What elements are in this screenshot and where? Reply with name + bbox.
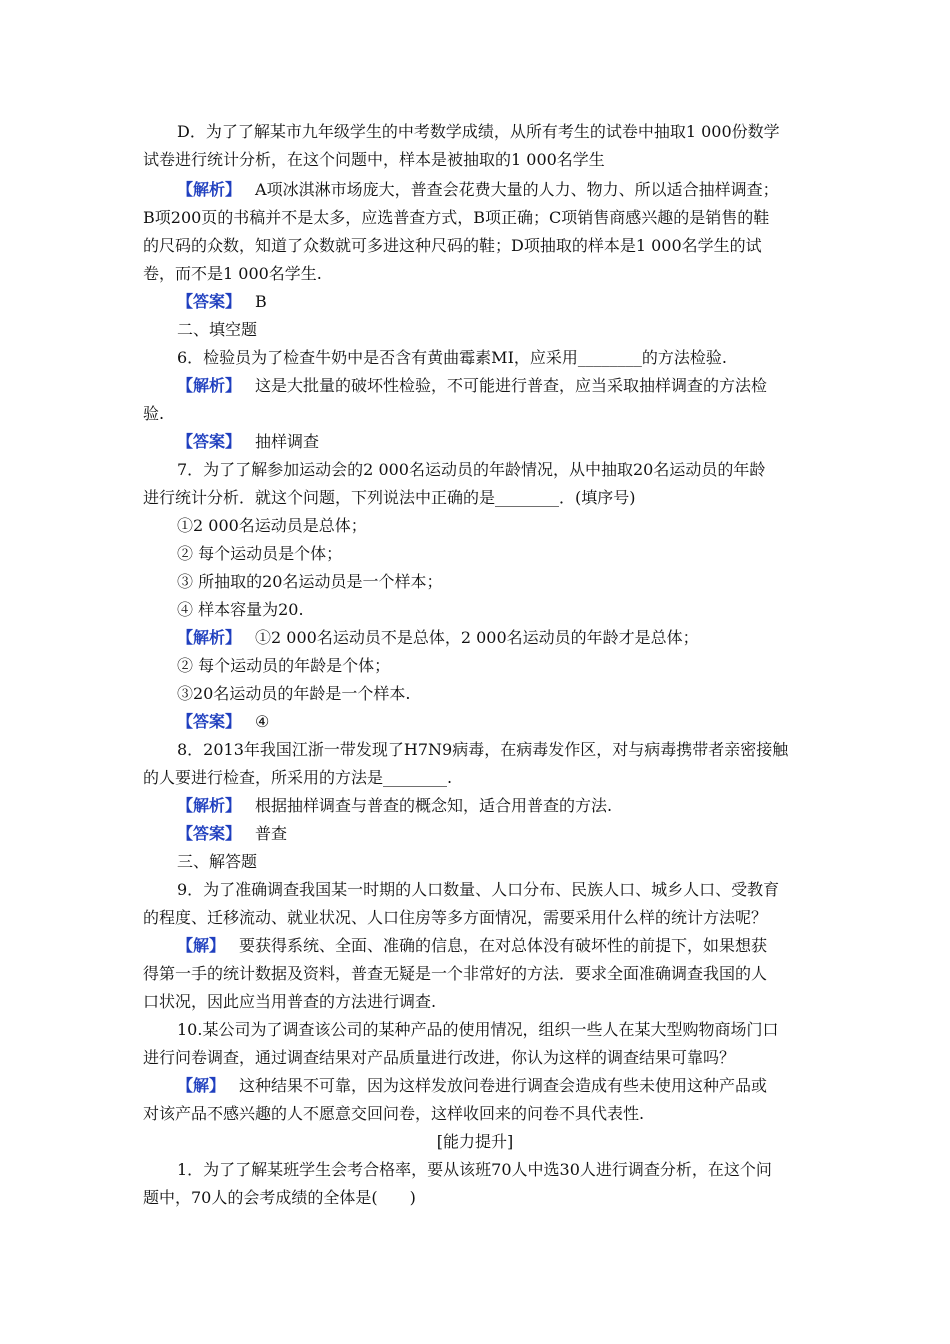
section-fill-in: 二、填空题 — [177, 320, 258, 339]
question-9-line2: 的程度、迁移流动、就业状况、人口住房等多方面情况，需要采用什么样的统计方法呢？ — [143, 908, 768, 927]
solution-text: 要获得系统、全面、准确的信息，在对总体没有破坏性的前提下，如果想获 — [239, 936, 768, 955]
analysis-text: 这是大批量的破坏性检验，不可能进行普查，应当采取抽样调查的方法检 — [255, 376, 768, 395]
answer-text: 抽样调查 — [255, 432, 320, 451]
analysis-5-line2: B项200页的书稿并不是太多，应选普查方式，B项正确；C项销售商感兴趣的是销售的鞋 — [143, 208, 770, 227]
answer-text: 普查 — [255, 824, 288, 843]
analysis-7-line3: ③20名运动员的年龄是一个样本. — [177, 684, 411, 703]
solution-9 — [177, 936, 767, 956]
answer-tag: 【答案】 — [177, 712, 242, 731]
analysis-8 — [177, 796, 612, 816]
answer-tag: 【答案】 — [177, 432, 242, 451]
solution-10-line2: 对该产品不感兴趣的人不愿意交回问卷，这样收回来的问卷不具代表性. — [143, 1104, 645, 1123]
analysis-text: ①2 000名运动员不是总体，2 000名运动员的年龄才是总体； — [255, 628, 699, 647]
analysis-6-line2: 验. — [143, 404, 165, 423]
analysis-7 — [177, 628, 699, 648]
analysis-5-line3: 的尺码的众数，知道了众数就可多进这种尺码的鞋；D项抽取的样本是1 000名学生的试 — [143, 236, 762, 255]
answer-text: ④ — [255, 712, 270, 731]
analysis-5-line4: 卷，而不是1 000名学生. — [143, 264, 322, 283]
section-solve: 三、解答题 — [177, 852, 258, 871]
analysis-tag: 【解析】 — [177, 628, 242, 647]
statement-2: ② 每个运动员是个体； — [177, 544, 343, 563]
statement-4: ④ 样本容量为20. — [177, 600, 304, 619]
answer-6 — [177, 432, 319, 452]
solution-text: 这种结果不可靠，因为这样发放问卷进行调查会造成有些未使用这种产品或 — [239, 1076, 768, 1095]
analysis-text: A项冰淇淋市场庞大，普查会花费大量的人力、物力、所以适合抽样调查； — [255, 180, 779, 199]
solution-tag: 【解】 — [177, 936, 226, 955]
analysis-tag: 【解析】 — [177, 796, 242, 815]
question-8: 8．2013年我国江浙一带发现了H7N9病毒，在病毒发作区，对与病毒携带者亲密接触 — [177, 740, 789, 759]
statement-1: ①2 000名运动员是总体； — [177, 516, 367, 535]
option-d-line1: D．为了了解某市九年级学生的中考数学成绩，从所有考生的试卷中抽取1 000份数学 — [177, 122, 780, 141]
analysis-text: 根据抽样调查与普查的概念知，适合用普查的方法. — [255, 796, 613, 815]
solution-tag: 【解】 — [177, 1076, 226, 1095]
answer-5 — [177, 292, 267, 312]
ability-question-1-line2: 题中，70人的会考成绩的全体是( ) — [143, 1188, 416, 1207]
question-9: 9．为了准确调查我国某一时期的人口数量、人口分布、民族人口、城乡人口、受教育 — [177, 880, 780, 899]
analysis-tag: 【解析】 — [177, 180, 242, 199]
answer-tag: 【答案】 — [177, 824, 242, 843]
question-8-line2: 的人要进行检查，所采用的方法是________. — [143, 768, 453, 787]
analysis-tag: 【解析】 — [177, 376, 242, 395]
analysis-6 — [177, 376, 767, 396]
solution-9-line3: 口状况，因此应当用普查的方法进行调查. — [143, 992, 437, 1011]
ability-question-1: 1．为了了解某班学生会考合格率，要从该班70人中选30人进行调查分析，在这个问 — [177, 1160, 772, 1179]
answer-tag: 【答案】 — [177, 292, 242, 311]
analysis-5 — [177, 180, 779, 200]
question-7: 7．为了了解参加运动会的2 000名运动员的年龄情况，从中抽取20名运动员的年龄 — [177, 460, 766, 479]
question-10: 10.某公司为了调查该公司的某种产品的使用情况，组织一些人在某大型购物商场门口 — [177, 1020, 779, 1039]
answer-text: B — [255, 292, 267, 311]
analysis-7-line2: ② 每个运动员的年龄是个体； — [177, 656, 391, 675]
answer-7 — [177, 712, 269, 732]
answer-8 — [177, 824, 287, 844]
option-d-line2: 试卷进行统计分析，在这个问题中，样本是被抽取的1 000名学生 — [143, 150, 605, 169]
statement-3: ③ 所抽取的20名运动员是一个样本； — [177, 572, 443, 591]
question-7-line2: 进行统计分析．就这个问题，下列说法中正确的是________．(填序号) — [143, 488, 636, 507]
solution-10 — [177, 1076, 767, 1096]
question-10-line2: 进行问卷调查，通过调查结果对产品质量进行改进，你认为这样的调查结果可靠吗？ — [143, 1048, 736, 1067]
question-6: 6．检验员为了检查牛奶中是否含有黄曲霉素MI，应采用________的方法检验. — [177, 348, 727, 367]
ability-heading: [能力提升] — [436, 1132, 514, 1151]
solution-9-line2: 得第一手的统计数据及资料，普查无疑是一个非常好的方法．要求全面准确调查我国的人 — [143, 964, 768, 983]
